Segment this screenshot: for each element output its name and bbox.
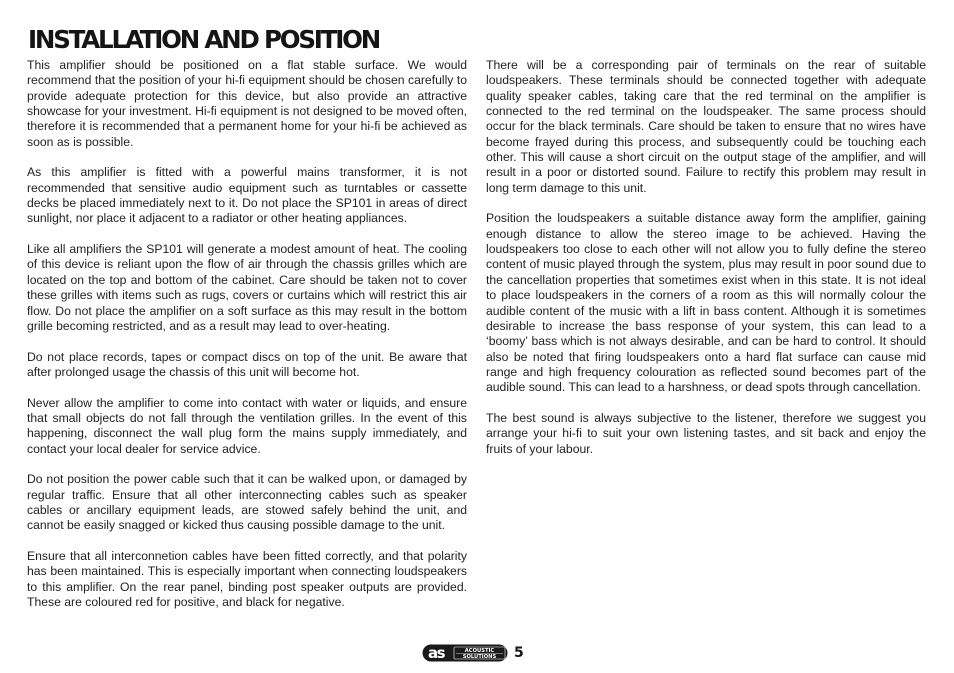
paragraph: Do not position the power cable such that it can be walked upon, or damaged by regular traffic. Ensure that all other interconnecting cables such as speaker cables or ancillary equipment leads, are stowed safely behind the unit, and cannot be easily snagged or kicked thus causing possible damage to the unit.: [27, 472, 467, 533]
logo-line1: ACOUSTIC: [464, 648, 495, 655]
acoustic-solutions-logo: [422, 644, 508, 662]
paragraph: Like all amplifiers the SP101 will generate a modest amount of heat. The cooling of this device is reliant upon the flow of air through the chassis grilles which are located on the top and bottom of the cabinet. Care should be taken not to cover these grilles with items such as rugs, covers or curtains which will restrict this air flow. Do not place the amplifier on a soft surface as this may result in the bottom grille becoming restricted, and as a result may lead to over-heating.: [27, 242, 467, 333]
paragraph: Do not place records, tapes or compact discs on top of the unit. Be aware that after prolonged usage the chassis of this unit will become hot.: [27, 349, 467, 379]
page-title: INSTALLATION AND POSITION: [28, 25, 380, 54]
page-footer: [422, 644, 524, 662]
logo-line2: SOLUTIONS: [462, 654, 497, 660]
paragraph: Position the loudspeakers a suitable distance away form the amplifier, gaining enough distance to allow the stereo image to be achieved. Having the loudspeakers too close to each other will not allow you to fully define the stereo content of music played through the system, plus may result in poor sound due to the cancellation properties that sometimes exist when in this state. It is not ideal to place loudspeakers in the corners of a room as this will normally colour the audible content of the music with a lift in bass content. Although it is sometimes desirable to increase the bass response of your system, this can lead to a ‘boomy’ bass which is not always desirable, and can be hard to control. It should also be noted that firing loudspeakers onto a hard flat surface can cause mid range and high frequency colouration as reflected sound becomes part of the audible sound. This can lead to a harshness, or dead spots through cancellation.: [486, 211, 926, 395]
paragraph: This amplifier should be positioned on a flat stable surface. We would recommend that the position of your hi-fi equipment should be chosen carefully to provide adequate protection for this device, but also provide an attractive showcase for your investment. Hi-fi equipment is not designed to be moved often, therefore it is recommended that a permanent home for your hi-fi be achieved as soon as is possible.: [27, 58, 467, 149]
paragraph: The best sound is always subjective to the listener, therefore we suggest you arrange your hi-fi to suit your own listening tastes, and sit back and enjoy the fruits of your labour.: [486, 410, 926, 456]
paragraph: There will be a corresponding pair of terminals on the rear of suitable loudspeakers. These terminals should be connected together with adequate quality speaker cables, taking care that the red terminal on the amplifier is connected to the red terminal on the loudspeaker. The same process should occur for the black terminals. Care should be taken to ensure that no wires have become frayed during this process, and subsequently could be touching each other. This will cause a short circuit on the output stage of the amplifier, and will result in a poor or distorted sound. Failure to rectify this problem may result in long term damage to this unit.: [486, 58, 926, 195]
left-column: [27, 58, 467, 626]
paragraph: Never allow the amplifier to come into contact with water or liquids, and ensure that small objects do not fall through the ventilation grilles. In the event of this happening, disconnect the wall plug form the mains supply immediately, and contact your local dealer for service advice.: [27, 395, 467, 456]
logo-mark: as: [428, 644, 445, 662]
page-number: 5: [514, 645, 524, 661]
right-column: [486, 58, 926, 472]
paragraph: Ensure that all interconnetion cables have been fitted correctly, and that polarity has been maintained. This is especially important when connecting loudspeakers to this amplifier. On the rear panel, binding post speaker outputs are provided. These are coloured red for positive, and black for negative.: [27, 549, 467, 610]
paragraph: As this amplifier is fitted with a powerful mains transformer, it is not recommended that sensitive audio equipment such as turntables or cassette decks be placed immediately next to it. Do not place the SP101 in areas of direct sunlight, nor place it adjacent to a radiator or other heating appliances.: [27, 165, 467, 226]
